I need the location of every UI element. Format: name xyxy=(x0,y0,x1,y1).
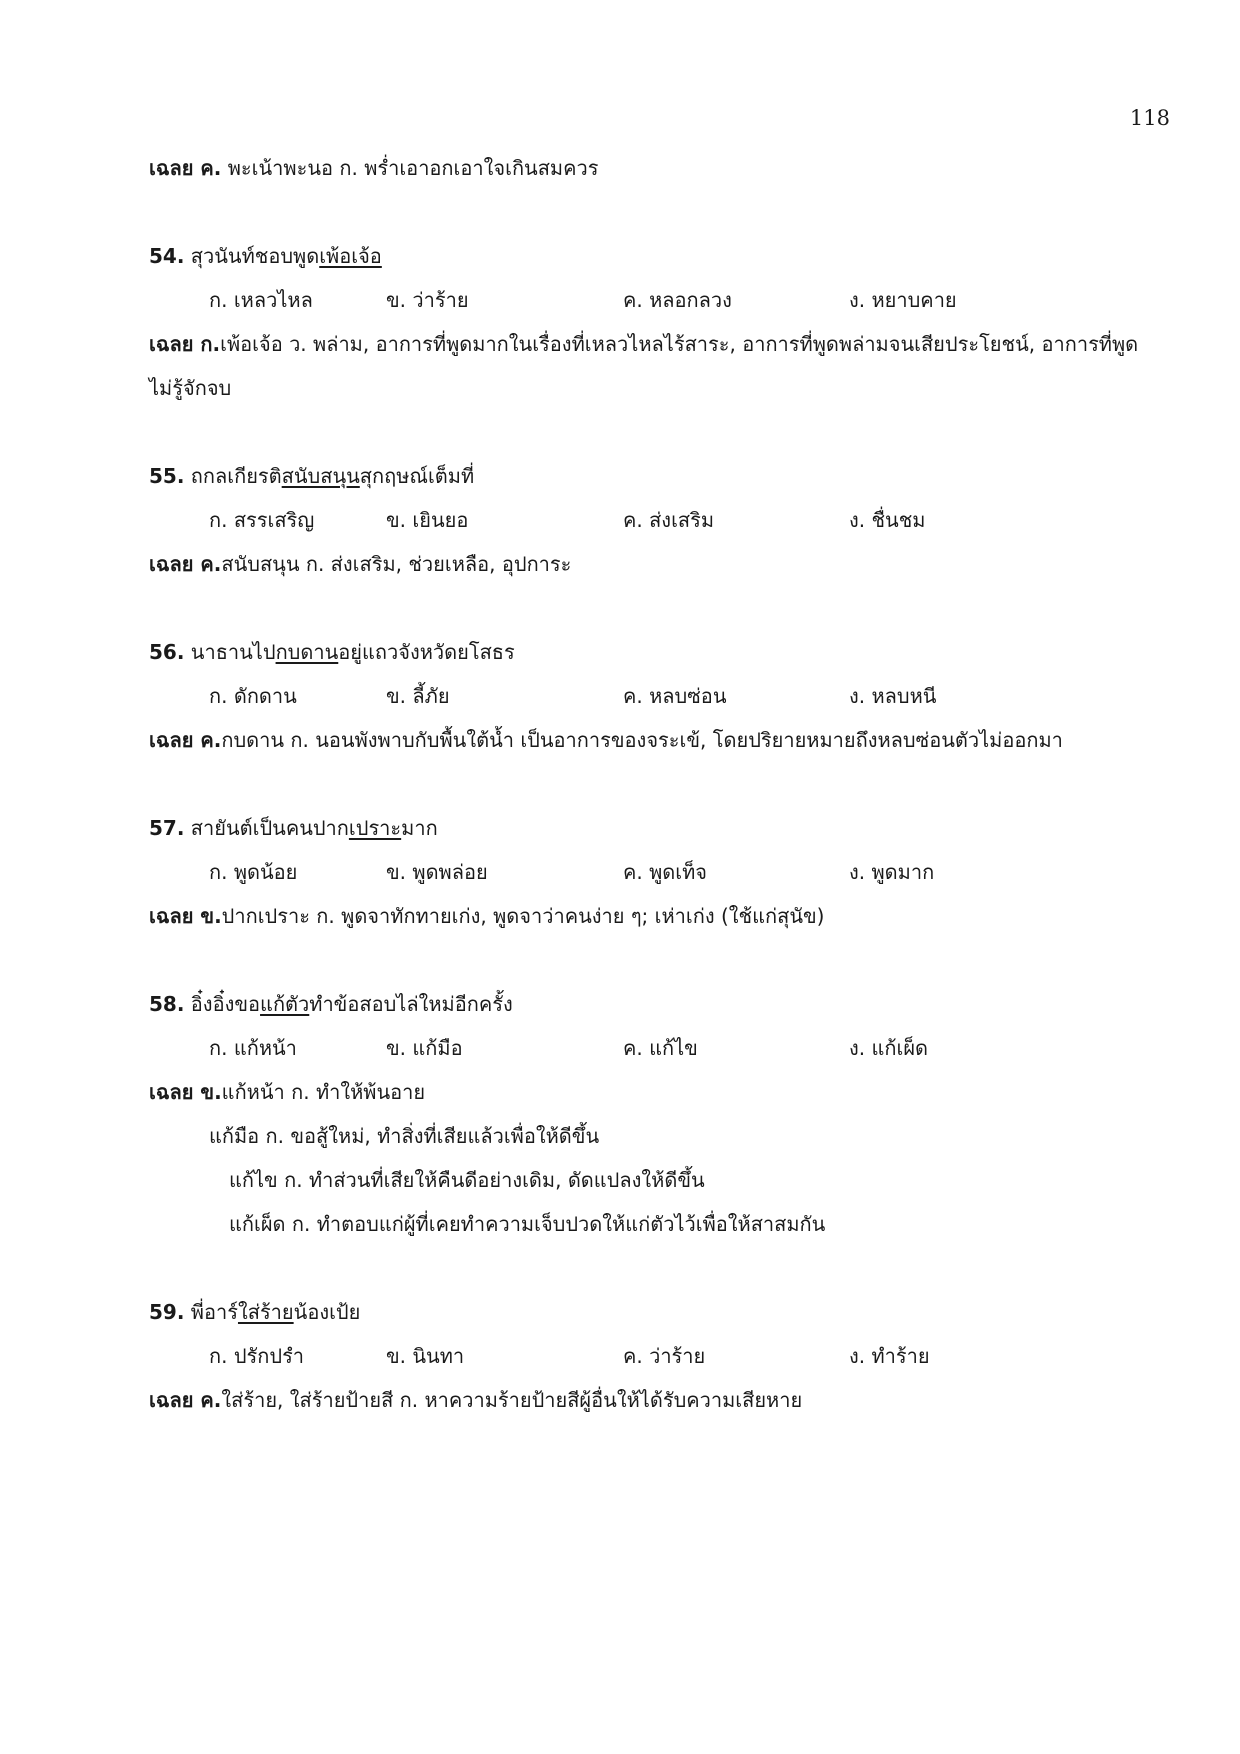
option-a: ก. ดักดาน xyxy=(209,684,297,708)
question-56 xyxy=(149,630,1169,762)
option-a: ก. สรรเสริญ xyxy=(209,508,315,532)
option-c: ค. ว่าร้าย xyxy=(623,1344,706,1368)
options-row xyxy=(149,498,1169,542)
answer-label: เฉลย ค. xyxy=(149,1388,222,1412)
answer-text: เพ้อเจ้อ ว. พล่าม, อาการที่พูดมากในเรื่องที่เหลวไหลไร้สาระ, อาการที่พูดพล่ามจนเสียประโยชน์, อาการที่พูด xyxy=(220,332,1139,356)
question-stem: 55. ถกลเกียรติสนับสนุนสุกฤษณ์เต็มที่ xyxy=(149,464,475,488)
question-57 xyxy=(149,806,1169,938)
question-number: 54. xyxy=(149,244,185,268)
answer-line: แก้มือ ก. ขอสู้ใหม่, ทำสิ่งที่เสียแล้วเพื่อให้ดีขึ้น xyxy=(209,1124,600,1148)
option-c: ค. หลอกลวง xyxy=(623,288,732,312)
options-row xyxy=(149,278,1169,322)
option-a: ก. เหลวไหล xyxy=(209,288,313,312)
answer-line xyxy=(149,542,1169,586)
answer-line xyxy=(149,1378,1169,1422)
question-stem: 56. นาธานไปกบดานอยู่แถวจังหวัดยโสธร xyxy=(149,640,515,664)
answer-text: สนับสนุน ก. ส่งเสริม, ช่วยเหลือ, อุปการะ xyxy=(221,552,572,576)
option-a: ก. ปรักปรำ xyxy=(209,1344,305,1368)
question-number: 56. xyxy=(149,640,185,664)
question-55 xyxy=(149,454,1169,586)
question-number: 57. xyxy=(149,816,185,840)
underlined-term: สนับสนุน xyxy=(281,464,360,488)
underlined-term: เพ้อเจ้อ xyxy=(319,244,382,268)
options-row xyxy=(149,850,1169,894)
question-59 xyxy=(149,1290,1169,1422)
option-b: ข. ลี้ภัย xyxy=(386,684,450,708)
options-row xyxy=(149,1026,1169,1070)
option-d: ง. แก้เผ็ด xyxy=(849,1036,929,1060)
document-body xyxy=(149,146,1169,1422)
question-stem: 54. สุวนันท์ชอบพูดเพ้อเจ้อ xyxy=(149,244,382,268)
answer-line: ไม่รู้จักจบ xyxy=(149,376,232,400)
question-number: 59. xyxy=(149,1300,185,1324)
option-a: ก. แก้หน้า xyxy=(209,1036,297,1060)
answer-line xyxy=(149,718,1169,762)
answer-label: เฉลย ข. xyxy=(149,904,222,928)
question-54 xyxy=(149,234,1169,410)
underlined-term: กบดาน xyxy=(275,640,339,664)
option-c: ค. ส่งเสริม xyxy=(623,508,715,532)
answer-text: ปากเปราะ ก. พูดจาทักทายเก่ง, พูดจาว่าคนง่าย ๆ; เห่าเก่ง (ใช้แก่สุนัข) xyxy=(221,904,825,928)
question-58 xyxy=(149,982,1169,1246)
underlined-term: แก้ตัว xyxy=(260,992,310,1016)
option-b: ข. แก้มือ xyxy=(386,1036,463,1060)
answer-label: เฉลย ค. xyxy=(149,156,222,180)
question-stem: 58. อิ๋งอิ๋งขอแก้ตัวทำข้อสอบไล่ใหม่อีกครั้ง xyxy=(149,992,513,1016)
answer-text: กบดาน ก. นอนพังพาบกับพื้นใต้น้ำ เป็นอาการของจระเข้, โดยปริยายหมายถึงหลบซ่อนตัวไม่ออกมา xyxy=(221,728,1063,752)
option-b: ข. เยินยอ xyxy=(386,508,469,532)
question-number: 58. xyxy=(149,992,185,1016)
option-b: ข. ว่าร้าย xyxy=(386,288,469,312)
answer-line xyxy=(149,1070,1169,1114)
answer-text: แก้หน้า ก. ทำให้พ้นอาย xyxy=(221,1080,426,1104)
question-stem: 59. พี่อาร์ใส่ร้ายน้องเป้ย xyxy=(149,1300,361,1324)
option-c: ค. แก้ไข xyxy=(623,1036,698,1060)
answer-line xyxy=(149,894,1169,938)
option-d: ง. ทำร้าย xyxy=(849,1344,930,1368)
option-c: ค. หลบซ่อน xyxy=(623,684,727,708)
answer-line: แก้ไข ก. ทำส่วนที่เสียให้คืนดีอย่างเดิม, ดัดแปลงให้ดีขึ้น xyxy=(229,1168,705,1192)
question-number: 55. xyxy=(149,464,185,488)
answer-text: พะเน้าพะนอ ก. พร่ำเอาอกเอาใจเกินสมควร xyxy=(221,156,599,180)
option-d: ง. หลบหนี xyxy=(849,684,937,708)
question-stem: 57. สายันต์เป็นคนปากเปราะมาก xyxy=(149,816,438,840)
answer-label: เฉลย ค. xyxy=(149,552,222,576)
options-row xyxy=(149,674,1169,718)
answer-line: แก้เผ็ด ก. ทำตอบแก่ผู้ที่เคยทำความเจ็บปวดให้แก่ตัวไว้เพื่อให้สาสมกัน xyxy=(229,1212,826,1236)
answer-label: เฉลย ค. xyxy=(149,728,222,752)
options-row xyxy=(149,1334,1169,1378)
option-b: ข. พูดพล่อย xyxy=(386,860,488,884)
option-b: ข. นินทา xyxy=(386,1344,465,1368)
option-d: ง. หยาบคาย xyxy=(849,288,957,312)
answer-text: ใส่ร้าย, ใส่ร้ายป้ายสี ก. หาความร้ายป้ายสีผู้อื่นให้ได้รับความเสียหาย xyxy=(221,1388,803,1412)
underlined-term: เปราะ xyxy=(348,816,402,840)
page-number: 118 xyxy=(1129,106,1170,130)
option-d: ง. ชื่นชม xyxy=(849,508,926,532)
answer-label: เฉลย ข. xyxy=(149,1080,222,1104)
answer-label: เฉลย ก. xyxy=(149,332,221,356)
option-a: ก. พูดน้อย xyxy=(209,860,298,884)
answer-line xyxy=(149,322,1169,366)
underlined-term: ใส่ร้าย xyxy=(237,1300,294,1324)
top-answer xyxy=(149,146,1169,190)
option-c: ค. พูดเท็จ xyxy=(623,860,708,884)
option-d: ง. พูดมาก xyxy=(849,860,935,884)
